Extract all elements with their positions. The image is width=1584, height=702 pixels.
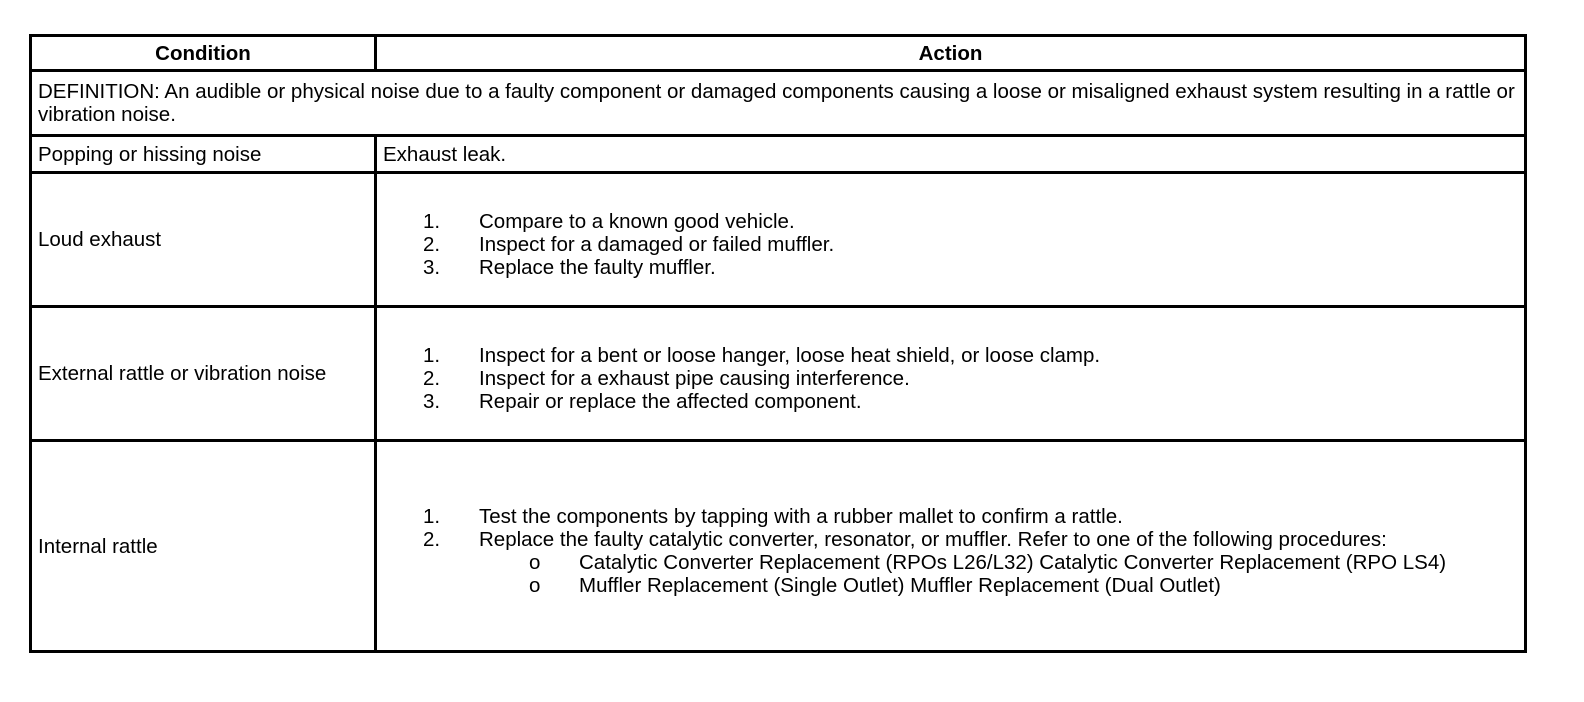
definition-row bbox=[31, 71, 1526, 136]
procedure-text: Muffler Replacement (Single Outlet) Muffler Replacement (Dual Outlet) bbox=[579, 574, 1221, 597]
action-cell: Exhaust leak. bbox=[376, 136, 1526, 173]
step-item bbox=[383, 505, 1518, 528]
procedure-list bbox=[479, 551, 1518, 597]
step-number: 2. bbox=[423, 233, 441, 256]
condition-header: Condition bbox=[31, 36, 376, 71]
definition-text: DEFINITION: An audible or physical noise due to a faulty component or damaged components causing a loose or misaligned exhaust system resulting in a rattle or vibration noise. bbox=[31, 71, 1526, 136]
step-item bbox=[383, 367, 1518, 390]
step-text: Replace the faulty catalytic converter, resonator, or muffler. Refer to one of the following procedures: bbox=[479, 528, 1387, 551]
step-item bbox=[383, 390, 1518, 413]
procedure-item bbox=[479, 551, 1518, 574]
table-row bbox=[31, 136, 1526, 173]
step-text: Inspect for a exhaust pipe causing interference. bbox=[479, 367, 910, 390]
condition-cell: Loud exhaust bbox=[31, 173, 376, 307]
procedure-text: Catalytic Converter Replacement (RPOs L26/L32) Catalytic Converter Replacement (RPO LS4) bbox=[579, 551, 1447, 574]
diagnostic-table bbox=[29, 34, 1527, 653]
bullet-icon: o bbox=[529, 551, 541, 574]
step-number: 3. bbox=[423, 256, 441, 279]
step-text: Replace the faulty muffler. bbox=[479, 256, 716, 279]
table-row bbox=[31, 173, 1526, 307]
step-list bbox=[383, 210, 1518, 279]
action-cell bbox=[376, 173, 1526, 307]
step-item bbox=[383, 344, 1518, 367]
step-text: Test the components by tapping with a rubber mallet to confirm a rattle. bbox=[479, 505, 1123, 528]
action-cell bbox=[376, 307, 1526, 441]
step-list bbox=[383, 344, 1518, 413]
step-number: 2. bbox=[423, 367, 441, 390]
condition-cell: Popping or hissing noise bbox=[31, 136, 376, 173]
step-number: 1. bbox=[423, 505, 441, 528]
step-item bbox=[383, 210, 1518, 233]
condition-cell: Internal rattle bbox=[31, 441, 376, 652]
step-text: Compare to a known good vehicle. bbox=[479, 210, 795, 233]
action-header: Action bbox=[376, 36, 1526, 71]
table-row bbox=[31, 441, 1526, 652]
step-number: 3. bbox=[423, 390, 441, 413]
step-number: 1. bbox=[423, 210, 441, 233]
table-row bbox=[31, 307, 1526, 441]
condition-cell: External rattle or vibration noise bbox=[31, 307, 376, 441]
action-cell bbox=[376, 441, 1526, 652]
step-item bbox=[383, 256, 1518, 279]
header-row bbox=[31, 36, 1526, 71]
step-item bbox=[383, 233, 1518, 256]
step-text: Inspect for a bent or loose hanger, loose heat shield, or loose clamp. bbox=[479, 344, 1101, 367]
step-text: Inspect for a damaged or failed muffler. bbox=[479, 233, 835, 256]
step-number: 2. bbox=[423, 528, 441, 551]
step-text: Repair or replace the affected component. bbox=[479, 390, 862, 413]
procedure-item bbox=[479, 574, 1518, 597]
step-list bbox=[383, 505, 1518, 597]
bullet-icon: o bbox=[529, 574, 541, 597]
step-item bbox=[383, 528, 1518, 597]
step-number: 1. bbox=[423, 344, 441, 367]
